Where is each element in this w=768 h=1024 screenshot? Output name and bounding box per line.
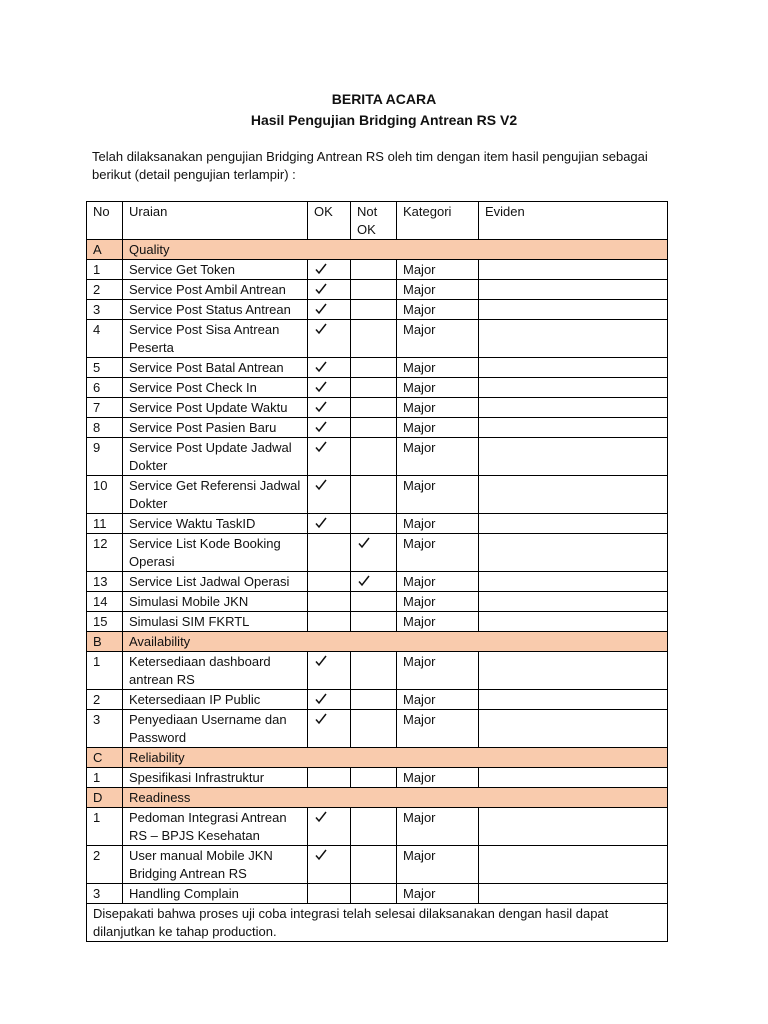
row-eviden: [479, 652, 668, 690]
row-not-ok-cell: [351, 768, 397, 788]
table-row: [87, 652, 668, 690]
table-row: [87, 358, 668, 378]
checkmark-icon: [314, 440, 328, 454]
row-ok-cell: [308, 534, 351, 572]
row-no: 9: [87, 438, 123, 476]
row-not-ok-cell: [351, 320, 397, 358]
row-uraian: Service List Kode Booking Operasi: [123, 534, 308, 572]
row-no: 2: [87, 690, 123, 710]
row-ok-cell: [308, 418, 351, 438]
row-no: 3: [87, 884, 123, 904]
row-uraian: Service Post Update Jadwal Dokter: [123, 438, 308, 476]
checkmark-icon: [314, 302, 328, 316]
checkmark-icon: [314, 400, 328, 414]
row-uraian: Service Post Update Waktu: [123, 398, 308, 418]
row-not-ok-cell: [351, 358, 397, 378]
row-uraian: Service Post Status Antrean: [123, 300, 308, 320]
document-subtitle: Hasil Pengujian Bridging Antrean RS V2: [250, 112, 518, 128]
row-ok-cell: [308, 438, 351, 476]
table-row: [87, 808, 668, 846]
row-not-ok-cell: [351, 612, 397, 632]
checkmark-icon: [314, 712, 328, 726]
checkmark-icon: [314, 282, 328, 296]
row-no: 15: [87, 612, 123, 632]
row-kategori: Major: [397, 514, 479, 534]
row-kategori: Major: [397, 710, 479, 748]
row-not-ok-cell: [351, 690, 397, 710]
row-ok-cell: [308, 320, 351, 358]
checkmark-icon: [314, 262, 328, 276]
row-not-ok-cell: [351, 418, 397, 438]
row-no: 4: [87, 320, 123, 358]
row-eviden: [479, 260, 668, 280]
row-uraian: Service Get Token: [123, 260, 308, 280]
row-ok-cell: [308, 846, 351, 884]
footer-row: [87, 904, 668, 942]
header-not-ok: Not OK: [351, 202, 397, 240]
section-code: A: [87, 240, 123, 260]
checkmark-icon: [314, 360, 328, 374]
row-eviden: [479, 398, 668, 418]
row-not-ok-cell: [351, 884, 397, 904]
row-ok-cell: [308, 280, 351, 300]
section-name: Quality: [123, 240, 668, 260]
section-row: [87, 632, 668, 652]
row-no: 12: [87, 534, 123, 572]
row-eviden: [479, 808, 668, 846]
row-eviden: [479, 476, 668, 514]
row-not-ok-cell: [351, 438, 397, 476]
row-eviden: [479, 418, 668, 438]
table-row: [87, 320, 668, 358]
row-no: 5: [87, 358, 123, 378]
row-no: 3: [87, 710, 123, 748]
row-not-ok-cell: [351, 280, 397, 300]
row-kategori: Major: [397, 534, 479, 572]
header-eviden: Eviden: [479, 202, 668, 240]
row-kategori: Major: [397, 846, 479, 884]
row-eviden: [479, 592, 668, 612]
row-uraian: Service Post Check In: [123, 378, 308, 398]
header-kategori: Kategori: [397, 202, 479, 240]
row-kategori: Major: [397, 300, 479, 320]
table-row: [87, 592, 668, 612]
table-row: [87, 300, 668, 320]
row-uraian: Handling Complain: [123, 884, 308, 904]
section-name: Readiness: [123, 788, 668, 808]
section-row: [87, 240, 668, 260]
row-no: 3: [87, 300, 123, 320]
section-code: C: [87, 748, 123, 768]
row-not-ok-cell: [351, 846, 397, 884]
row-kategori: Major: [397, 320, 479, 358]
row-eviden: [479, 710, 668, 748]
row-eviden: [479, 572, 668, 592]
row-kategori: Major: [397, 398, 479, 418]
row-uraian: Penyediaan Username dan Password: [123, 710, 308, 748]
row-not-ok-cell: [351, 592, 397, 612]
table-row: [87, 710, 668, 748]
row-not-ok-cell: [351, 378, 397, 398]
row-ok-cell: [308, 652, 351, 690]
row-ok-cell: [308, 612, 351, 632]
row-not-ok-cell: [351, 260, 397, 280]
intro-paragraph: Telah dilaksanakan pengujian Bridging Antrean RS oleh tim dengan item hasil pengujian sebagai berikut (detail pengujian terlampir) :: [92, 149, 648, 182]
table-row: [87, 572, 668, 592]
row-no: 2: [87, 846, 123, 884]
table-row: [87, 612, 668, 632]
row-uraian: Ketersediaan IP Public: [123, 690, 308, 710]
checkmark-icon: [314, 848, 328, 862]
row-eviden: [479, 300, 668, 320]
table-row: [87, 260, 668, 280]
row-eviden: [479, 612, 668, 632]
row-kategori: Major: [397, 768, 479, 788]
row-kategori: Major: [397, 592, 479, 612]
row-ok-cell: [308, 300, 351, 320]
checkmark-icon: [314, 478, 328, 492]
row-ok-cell: [308, 808, 351, 846]
row-not-ok-cell: [351, 808, 397, 846]
table-row: [87, 768, 668, 788]
table-row: [87, 534, 668, 572]
row-ok-cell: [308, 592, 351, 612]
row-uraian: Service Post Sisa Antrean Peserta: [123, 320, 308, 358]
row-uraian: Spesifikasi Infrastruktur: [123, 768, 308, 788]
section-code: D: [87, 788, 123, 808]
row-kategori: Major: [397, 612, 479, 632]
table-row: [87, 884, 668, 904]
row-no: 2: [87, 280, 123, 300]
table-row: [87, 438, 668, 476]
table-header-row: [87, 202, 668, 240]
row-kategori: Major: [397, 572, 479, 592]
section-row: [87, 788, 668, 808]
checkmark-icon: [357, 574, 371, 588]
row-no: 7: [87, 398, 123, 418]
row-not-ok-cell: [351, 300, 397, 320]
row-kategori: Major: [397, 378, 479, 398]
row-ok-cell: [308, 768, 351, 788]
document-title: BERITA ACARA: [331, 91, 437, 107]
row-not-ok-cell: [351, 652, 397, 690]
row-eviden: [479, 320, 668, 358]
row-ok-cell: [308, 378, 351, 398]
table-row: [87, 378, 668, 398]
row-kategori: Major: [397, 476, 479, 514]
row-uraian: User manual Mobile JKN Bridging Antrean RS: [123, 846, 308, 884]
row-no: 1: [87, 260, 123, 280]
header-ok: OK: [308, 202, 351, 240]
row-uraian: Service Post Batal Antrean: [123, 358, 308, 378]
row-not-ok-cell: [351, 398, 397, 418]
row-eviden: [479, 280, 668, 300]
table-row: [87, 514, 668, 534]
row-kategori: Major: [397, 260, 479, 280]
row-ok-cell: [308, 260, 351, 280]
row-no: 10: [87, 476, 123, 514]
test-result-table: [86, 201, 668, 942]
row-eviden: [479, 438, 668, 476]
row-kategori: Major: [397, 280, 479, 300]
row-ok-cell: [308, 690, 351, 710]
row-ok-cell: [308, 514, 351, 534]
row-no: 1: [87, 808, 123, 846]
row-ok-cell: [308, 476, 351, 514]
header-no: No: [87, 202, 123, 240]
row-no: 13: [87, 572, 123, 592]
row-kategori: Major: [397, 690, 479, 710]
checkmark-icon: [314, 810, 328, 824]
row-uraian: Simulasi Mobile JKN: [123, 592, 308, 612]
section-row: [87, 748, 668, 768]
row-ok-cell: [308, 572, 351, 592]
row-eviden: [479, 690, 668, 710]
row-kategori: Major: [397, 438, 479, 476]
row-kategori: Major: [397, 884, 479, 904]
row-not-ok-cell: [351, 710, 397, 748]
row-no: 1: [87, 652, 123, 690]
row-uraian: Service Post Ambil Antrean: [123, 280, 308, 300]
row-uraian: Service List Jadwal Operasi: [123, 572, 308, 592]
checkmark-icon: [314, 420, 328, 434]
checkmark-icon: [314, 692, 328, 706]
table-body: [87, 202, 668, 942]
row-eviden: [479, 378, 668, 398]
row-uraian: Service Get Referensi Jadwal Dokter: [123, 476, 308, 514]
row-no: 1: [87, 768, 123, 788]
row-not-ok-cell: [351, 534, 397, 572]
table-row: [87, 418, 668, 438]
row-uraian: Service Waktu TaskID: [123, 514, 308, 534]
table-row: [87, 476, 668, 514]
row-uraian: Service Post Pasien Baru: [123, 418, 308, 438]
row-not-ok-cell: [351, 572, 397, 592]
row-kategori: Major: [397, 808, 479, 846]
header-uraian: Uraian: [123, 202, 308, 240]
row-eviden: [479, 846, 668, 884]
row-ok-cell: [308, 710, 351, 748]
row-kategori: Major: [397, 358, 479, 378]
table-row: [87, 280, 668, 300]
row-ok-cell: [308, 398, 351, 418]
checkmark-icon: [314, 516, 328, 530]
row-no: 14: [87, 592, 123, 612]
section-code: B: [87, 632, 123, 652]
checkmark-icon: [314, 322, 328, 336]
row-kategori: Major: [397, 652, 479, 690]
row-not-ok-cell: [351, 514, 397, 534]
table-row: [87, 846, 668, 884]
row-not-ok-cell: [351, 476, 397, 514]
checkmark-icon: [314, 380, 328, 394]
row-no: 11: [87, 514, 123, 534]
table-row: [87, 690, 668, 710]
row-ok-cell: [308, 358, 351, 378]
row-eviden: [479, 358, 668, 378]
row-eviden: [479, 534, 668, 572]
row-eviden: [479, 768, 668, 788]
row-eviden: [479, 514, 668, 534]
row-ok-cell: [308, 884, 351, 904]
table-row: [87, 398, 668, 418]
checkmark-icon: [357, 536, 371, 550]
row-uraian: Simulasi SIM FKRTL: [123, 612, 308, 632]
footer-statement: Disepakati bahwa proses uji coba integrasi telah selesai dilaksanakan dengan hasil dapat dilanjutkan ke tahap production.: [87, 904, 668, 942]
section-name: Reliability: [123, 748, 668, 768]
row-kategori: Major: [397, 418, 479, 438]
section-name: Availability: [123, 632, 668, 652]
row-uraian: Pedoman Integrasi Antrean RS – BPJS Kesehatan: [123, 808, 308, 846]
checkmark-icon: [314, 654, 328, 668]
row-eviden: [479, 884, 668, 904]
row-no: 8: [87, 418, 123, 438]
row-uraian: Ketersediaan dashboard antrean RS: [123, 652, 308, 690]
row-no: 6: [87, 378, 123, 398]
